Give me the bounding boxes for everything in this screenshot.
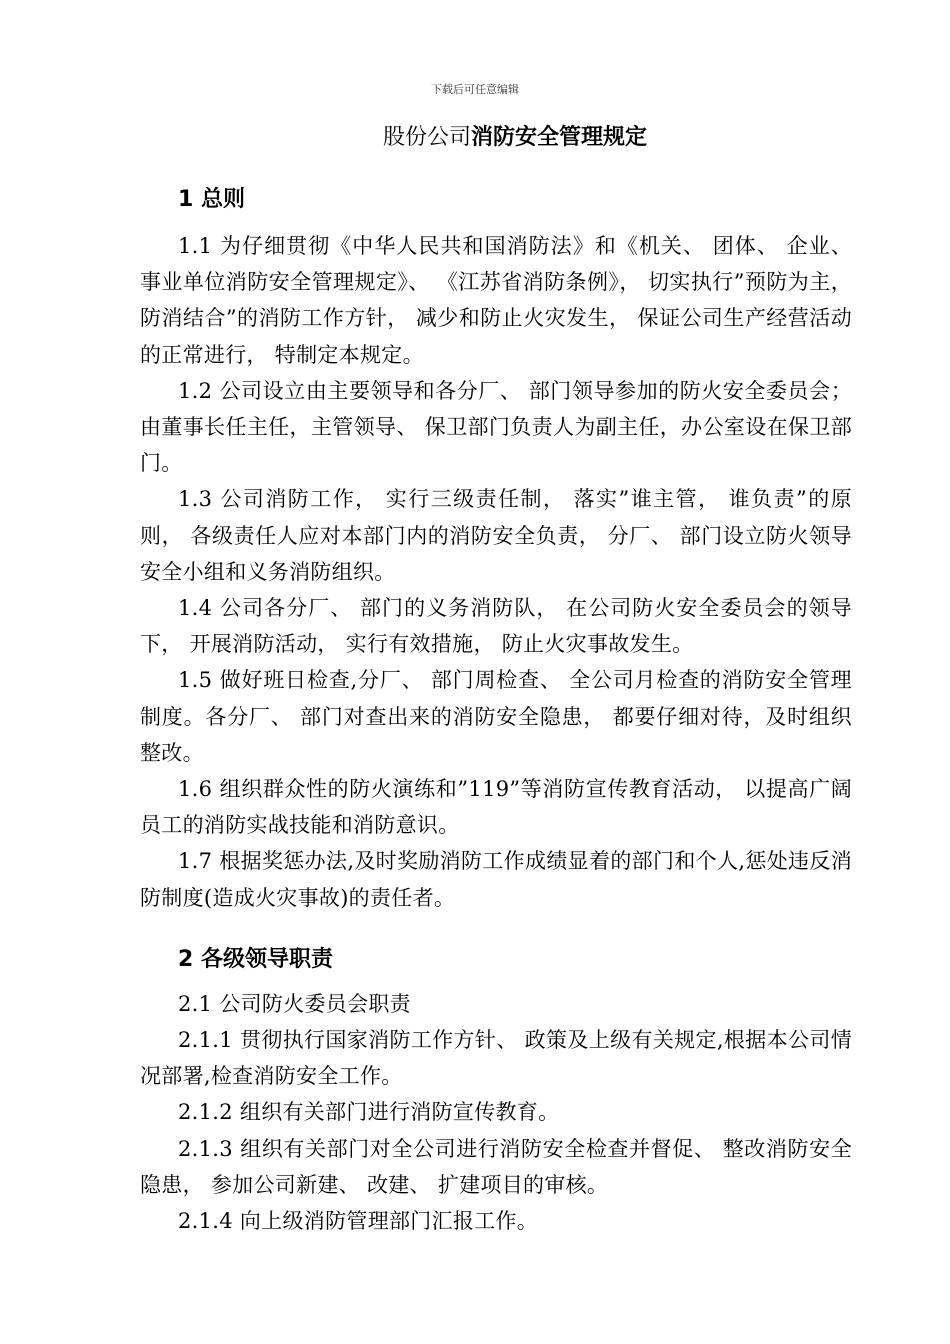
paragraph-2-1-4: 2.1.4 向上级消防管理部门汇报工作。: [178, 1209, 539, 1234]
section-heading-leadership: 2 各级领导职责: [178, 946, 333, 972]
paragraph-1-3: 1.3 公司消防工作， 实行三级责任制， 落实”谁主管， 谁负责”的原则， 各级责任人应对本部门内的消防安全负责， 分厂、 部门设立防火领导安全小组和义务消防组织。: [140, 487, 852, 584]
paragraph-1-6: 1.6 组织群众性的防火演练和”119”等消防宣传教育活动， 以提高广阔员工的消防实战技能和消防意识。: [140, 777, 852, 838]
section-heading-general: 1 总则: [178, 187, 245, 212]
title-prefix: 股份公司: [382, 125, 471, 150]
paragraph-1-1: 1.1 为仔细贯彻《中华人民共和国消防法》和《机关、 团体、 企业、 事业单位消防安全管理规定》、 《江苏省消防条例》， 切实执行”预防为主， 防消结合”的消防工作方针， 减少和防止火灾发生， 保证公司生产经营活动的正常进行， 特制定本规定。: [140, 234, 852, 367]
watermark-text: 下载后可任意编辑: [431, 83, 519, 96]
paragraph-2-1-2: 2.1.2 组织有关部门进行消防宣传教育。: [178, 1100, 560, 1125]
paragraph-1-7: 1.7 根据奖惩办法,及时奖励消防工作成绩显着的部门和个人,惩处违反消防制度(造成火灾事故)的责任者。: [140, 849, 852, 910]
paragraph-1-4: 1.4 公司各分厂、 部门的义务消防队， 在公司防火安全委员会的领导下， 开展消防活动， 实行有效措施， 防止火灾事故发生。: [140, 596, 852, 657]
paragraph-2-1-3: 2.1.3 组织有关部门对全公司进行消防安全检查并督促、 整改消防安全隐患， 参加公司新建、 改建、 扩建项目的审核。: [140, 1136, 852, 1197]
paragraph-1-2: 1.2 公司设立由主要领导和各分厂、 部门领导参加的防火安全委员会；由董事长任主任，主管领导、 保卫部门负责人为副主任，办公室设在保卫部门。: [140, 378, 852, 476]
paragraph-2-1-1: 2.1.1 贯彻执行国家消防工作方针、 政策及上级有关规定,根据本公司情况部署,检查消防安全工作。: [140, 1028, 852, 1089]
title-main: 消防安全管理规定: [471, 125, 648, 150]
page-title: [0, 122, 950, 154]
paragraph-1-5: 1.5 做好班日检查,分厂、 部门周检查、 全公司月检查的消防安全管理制度。各分厂、 部门对查出来的消防安全隐患， 都要仔细对待，及时组织整改。: [140, 668, 852, 765]
document-body: [140, 180, 852, 1239]
paragraph-2-1: 2.1 公司防火委员会职责: [178, 991, 411, 1016]
